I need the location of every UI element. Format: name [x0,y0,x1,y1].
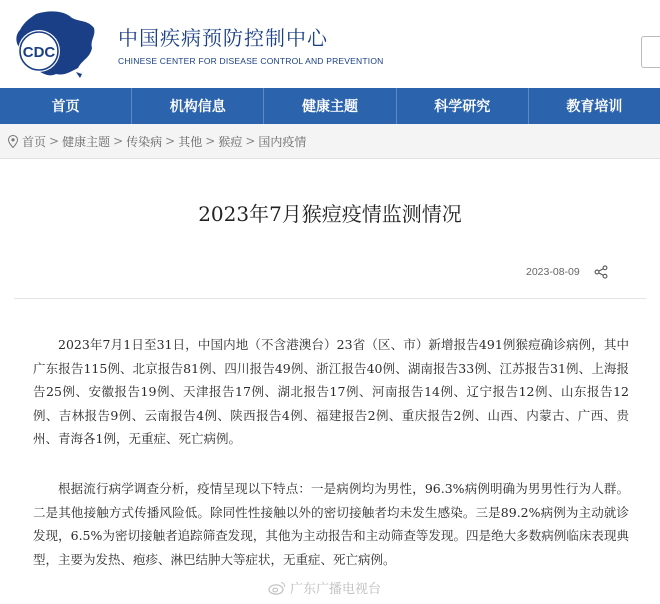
share-icon[interactable] [594,265,608,279]
breadcrumb-separator: > [49,134,60,148]
logo-text: CDC [22,44,56,61]
cdc-logo-icon[interactable] [6,6,104,82]
breadcrumb-mpox[interactable]: 猴痘 [218,134,243,149]
article-title: 2023年7月猴痘疫情监测情况 [198,202,462,226]
breadcrumb-separator: > [165,134,176,148]
nav-item-health-topics[interactable]: 健康主题 [264,88,396,124]
watermark-text: 广东广播电视台 [290,582,382,597]
article-paragraph-2: 根据流行病学调查分析，疫情呈现以下特点：一是病例均为男性，96.3%病例明确为男男性行为人群。二是其他接触方式传播风险低。除同性性接触以外的密切接触者均未发生感染。三是89.2%病例为主动就诊发现，6.5%为密切接触者追踪筛查发现，其他为主动报告和主动筛查等发现。四是绝大多数病例临床表现典型，主要为发热、疱疹、淋巴结肿大等症状，无重症、死亡病例。 [33,481,629,567]
breadcrumb-infectious-disease[interactable]: 传染病 [126,134,163,149]
nav-item-research[interactable]: 科学研究 [397,88,529,124]
nav-item-organization[interactable]: 机构信息 [132,88,264,124]
nav-item-education[interactable]: 教育培训 [566,99,623,115]
watermark [268,578,381,597]
weibo-icon [268,581,286,595]
search-input[interactable] [641,36,660,68]
breadcrumb-health-topics[interactable]: 健康主题 [62,134,111,149]
nav-item-home[interactable]: 首页 [0,88,132,124]
org-name-en: CHINESE CENTER FOR DISEASE CONTROL AND PREVENTION [118,56,384,66]
breadcrumb-domestic[interactable]: 国内疫情 [258,134,307,149]
breadcrumb-separator: > [205,134,216,148]
org-name-cn[interactable]: 中国疾病预防控制中心 [118,26,328,50]
article-paragraph-1: 2023年7月1日至31日，中国内地（不含港澳台）23省（区、市）新增报告491例猴痘确诊病例，其中广东报告115例、北京报告81例、四川报告49例、浙江报告40例、湖南报告33例、江苏报告31例、上海报告25例、安徽报告19例、天津报告17例、湖北报告17例、河南报告14例、辽宁报告12例、山东报告12例、吉林报告9例、云南报告4例、陕西报告4例、福建报告2例、重庆报告2例、山西、内蒙古、广西、贵州、青海各1例，无重症、死亡病例。 [33,337,629,446]
breadcrumb-separator: > [113,134,124,148]
breadcrumb-separator: > [245,134,256,148]
main-nav [0,88,660,124]
article-date: 2023-08-09 [526,266,580,278]
breadcrumb [0,124,660,159]
breadcrumb-home[interactable]: 首页 [22,134,47,149]
title-divider [14,298,646,299]
location-pin-icon [8,135,18,148]
site-header [0,0,660,88]
breadcrumb-other[interactable]: 其他 [178,134,203,149]
